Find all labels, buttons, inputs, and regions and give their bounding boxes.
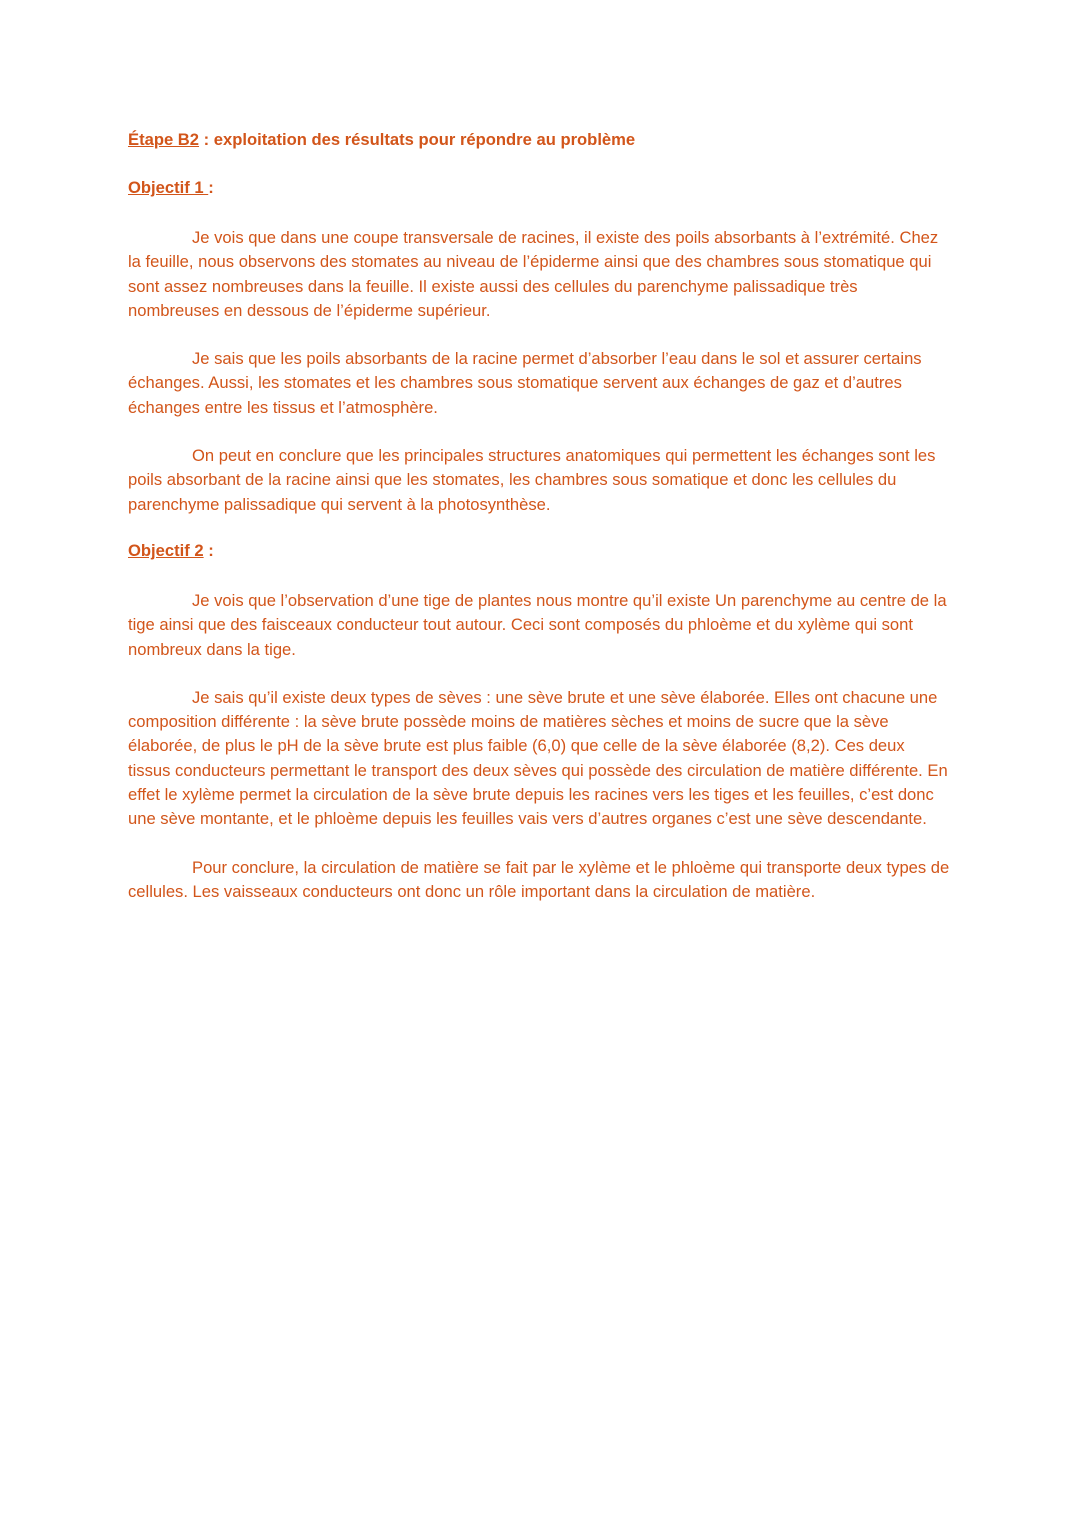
paragraph: Je vois que l’observation d’une tige de plantes nous montre qu’il existe Un parenchyme au centre de la tige ainsi que des faisceaux conducteur tout autour. Ceci sont composés du phloème et du xylème qui sont nombreux dans la tige. — [128, 590, 947, 659]
paragraph: On peut en conclure que les principales structures anatomiques qui permettent les échanges sont les poils absorbant de la racine ainsi que les stomates, les chambres sous somatique et donc les cellules du parenchyme palissadique qui servent à la photosynthèse. — [128, 446, 936, 514]
title-step-label: Étape B2 — [128, 130, 200, 149]
paragraph: Je vois que dans une coupe transversale de racines, il existe des poils absorbants à l’extrémité. Chez la feuille, nous observons des stomates au niveau de l’épiderme ainsi que des chambres sous stomatique qui sont assez nombreuses dans la feuille. Il existe aussi des cellules du parenchyme palissadique très nombreuses en dessous de l’épiderme supérieur. — [128, 228, 939, 320]
title-text: : exploitation des résultats pour répondre au problème — [199, 130, 636, 149]
objective-1-heading — [128, 176, 950, 202]
paragraph: Pour conclure, la circulation de matière se fait par le xylème et le phloème qui transporte deux types de cellules. Les vaisseaux conducteurs ont donc un rôle important dans la circulation de matière. — [128, 857, 950, 901]
paragraph: Je sais que les poils absorbants de la racine permet d’absorber l’eau dans le sol et assurer certains échanges. Aussi, les stomates et les chambres sous stomatique servent aux échanges de gaz et d’autres échanges entre les tissus et l’atmosphère. — [128, 349, 922, 417]
paragraph: Je sais qu’il existe deux types de sèves : une sève brute et une sève élaborée. Elles ont chacune une composition différente : la sève brute possède moins de matières sèches et moins de sucre que la sève élaborée, de plus le pH de la sève brute est plus faible (6,0) que celle de la sève élaborée (8,2). Ces deux tissus conducteurs permettant le transport des deux sèves qui possède des circulation de matière différente. En effet le xylème permet la circulation de la sève brute depuis les racines vers les tiges et les feuilles, c’est donc une sève montante, et le phloème depuis les feuilles vais vers d’autres organes c’est une sève descendante. — [128, 687, 948, 829]
document-body — [128, 128, 950, 928]
objective-1-colon: : — [208, 178, 214, 197]
objective-2-label: Objectif 2 — [128, 540, 204, 560]
objective-2-heading — [128, 539, 950, 565]
objective-1-label: Objectif 1 — [128, 178, 209, 197]
objective-2-colon: : — [203, 540, 214, 560]
page-title — [128, 128, 950, 154]
